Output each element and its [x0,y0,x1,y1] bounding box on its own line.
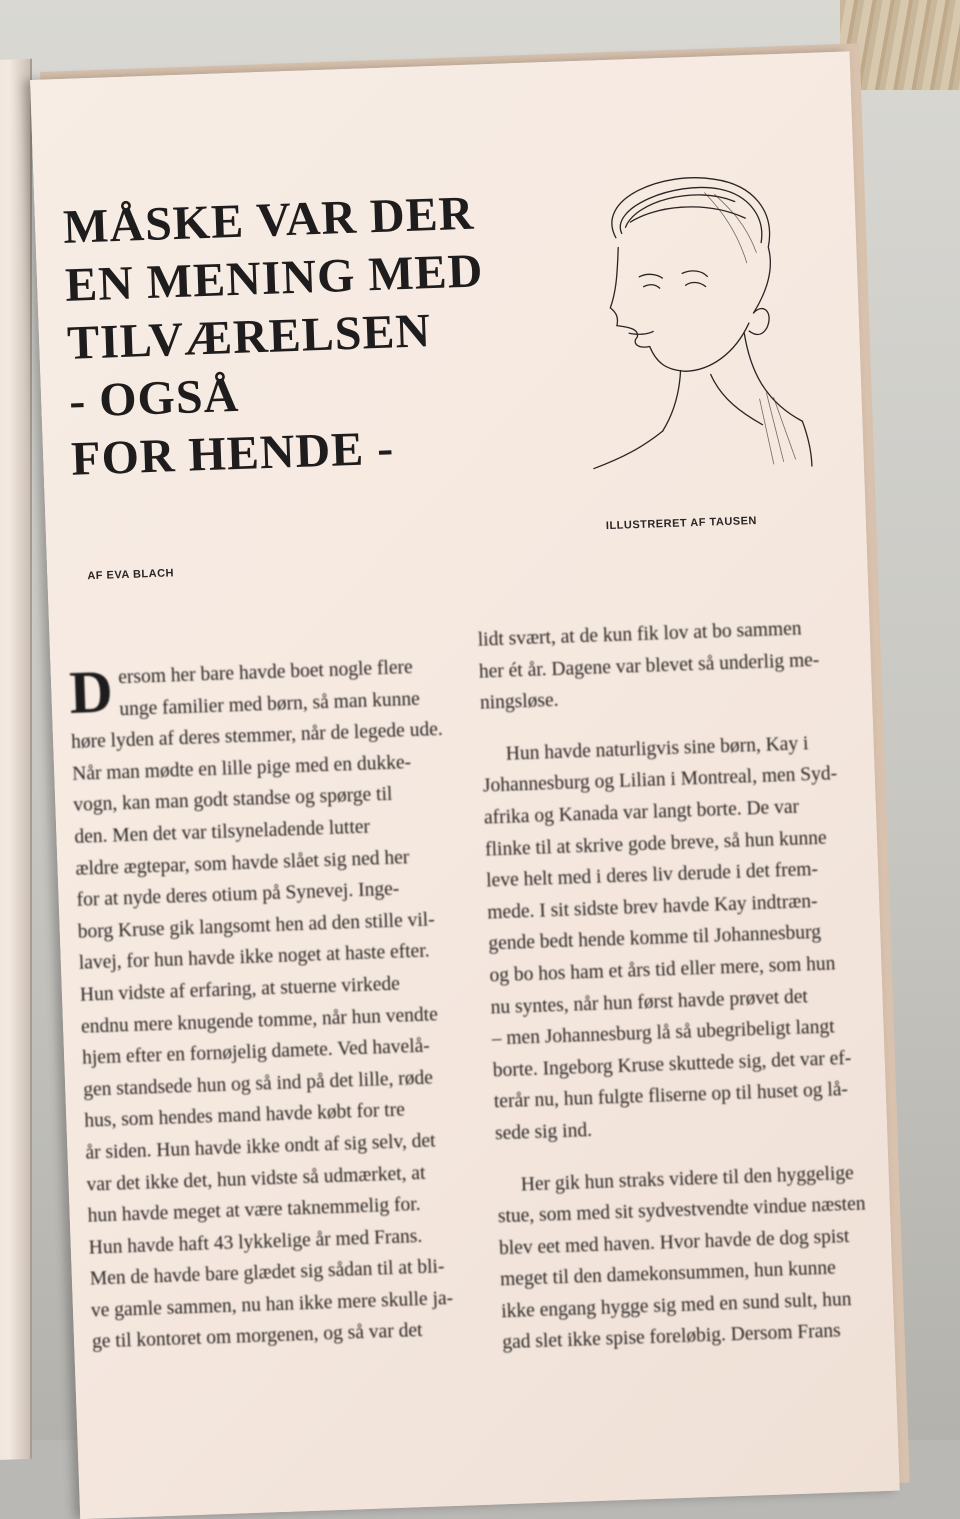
text-line: borg Kruse gik langsomt hen ad den stille vil- [77,909,436,943]
text-line: terår nu, hun fulgte fliserne op til huset og lå- [493,1079,849,1113]
text-line: flinke til at skrive gode breve, så hun kunne [484,827,827,861]
text-line: mede. I sit sidste brev havde Kay indtræn- [486,890,818,924]
text-line: Hun vidste af erfaring, at stuerne virkede [79,973,401,1006]
text-line: her ét år. Dagene var blevet så underlig me- [478,649,820,683]
title-line: - OGSÅ [68,368,241,428]
text-line: stue, som med sit sydvestvendte vindue næsten [497,1193,866,1228]
text-line: for at nyde deres otium på Synevej. Inge- [76,878,400,912]
portrait-sketch [553,161,814,480]
text-line: var det ikke det, hun vidste så udmærket, at [86,1162,426,1196]
article-column-left [68,650,492,1359]
text-line: gen standsede hun og så ind på det lille, røde [82,1067,434,1101]
title-line: MÅSKE VAR DER [62,186,476,254]
text-line: Hun havde naturligvis sine børn, Kay i [505,733,809,765]
text-line: – men Johannesburg lå så ubegribeligt langt [491,1016,835,1050]
text-line: gende bedt hende komme til Johannesburg [488,922,822,955]
article-column-right [477,611,899,1360]
text-line: vogn, kan man godt standse og spørge til [72,784,393,817]
paragraph-1 [68,650,492,1359]
text-line: meget til den damekonsummen, hun kunne [499,1257,837,1291]
text-line: nu syntes, når hun først havde prøvet det [490,985,809,1019]
drop-cap: D [68,658,114,726]
text-line: Johannesburg og Lilian i Montreal, men Syd- [482,763,838,797]
text-line: Men de havde bare glædet sig sådan til at bli- [89,1256,445,1290]
text-line: den. Men det var tilsyneladende lutter [74,816,371,848]
text-line: lidt svært, at de kun fik lov at bo sammen [477,618,802,651]
text-line: hjem efter en fornøjelig damete. Ved havelå- [81,1035,431,1069]
text-line: Når man mødte en lille pige med en dukke- [71,751,412,785]
text-line: ikke engang hygge sig med en sund sult, hun [500,1288,852,1323]
text-line: og bo hos ham et års tid eller mere, som hun [489,953,836,987]
text-line: gad slet ikke spise foreløbig. Dersom Frans [502,1320,842,1354]
paragraph-2 [481,725,895,1149]
text-line: borte. Ingeborg Kruse skuttede sig, det var ef- [492,1047,852,1082]
title-line: FOR HENDE - [70,421,395,486]
text-line: hun havde meget at være taknemmelig for. [87,1194,421,1227]
text-line: ve gamle sammen, nu han ikke mere skulle ja- [90,1287,454,1322]
text-line: ersom her bare havde boet nogle flere [117,657,413,689]
text-line: år siden. Hun havde ikke ondt af sig selv, det [85,1130,436,1164]
paragraph-3 [496,1156,899,1359]
text-line: leve helt med i deres liv derude i det frem- [485,859,819,892]
text-line: unge familier med børn, så man kunne [118,688,421,720]
paragraph-1-continued [477,611,880,720]
title-line: TILVÆRELSEN [66,304,432,370]
text-line: Her gik hun straks videre til den hyggelige [520,1162,855,1196]
text-line: ningsløse. [479,690,559,714]
text-line: ældre ægtepar, som havde slået sig ned her [75,846,410,880]
text-line: ge til kontoret om morgenen, og så var det [91,1320,423,1354]
author-credit: AF EVA BLACH [87,567,175,583]
text-line: blev eet med haven. Hvor havde de dog spist [498,1225,850,1260]
title-line: EN MENING MED [64,244,485,312]
magazine-page [30,51,900,1519]
text-line: afrika og Kanada var langt borte. De var [483,796,800,829]
text-line: høre lyden af deres stemmer, når de legede ude. [70,719,444,754]
text-line: lavej, for hun havde ikke noget at haste efter. [78,940,430,975]
text-line: Hun havde haft 43 lykkelige år med Frans. [88,1225,423,1259]
text-line: sede sig ind. [494,1119,593,1145]
previous-page-edge [0,59,32,1462]
text-line: endnu mere knugende tomme, når hun vendte [80,1003,439,1038]
illustrator-credit: ILLUSTRERET AF TAUSEN [605,514,758,533]
article-title [62,181,592,489]
text-line: hus, som hendes mand havde købt for tre [84,1099,406,1133]
